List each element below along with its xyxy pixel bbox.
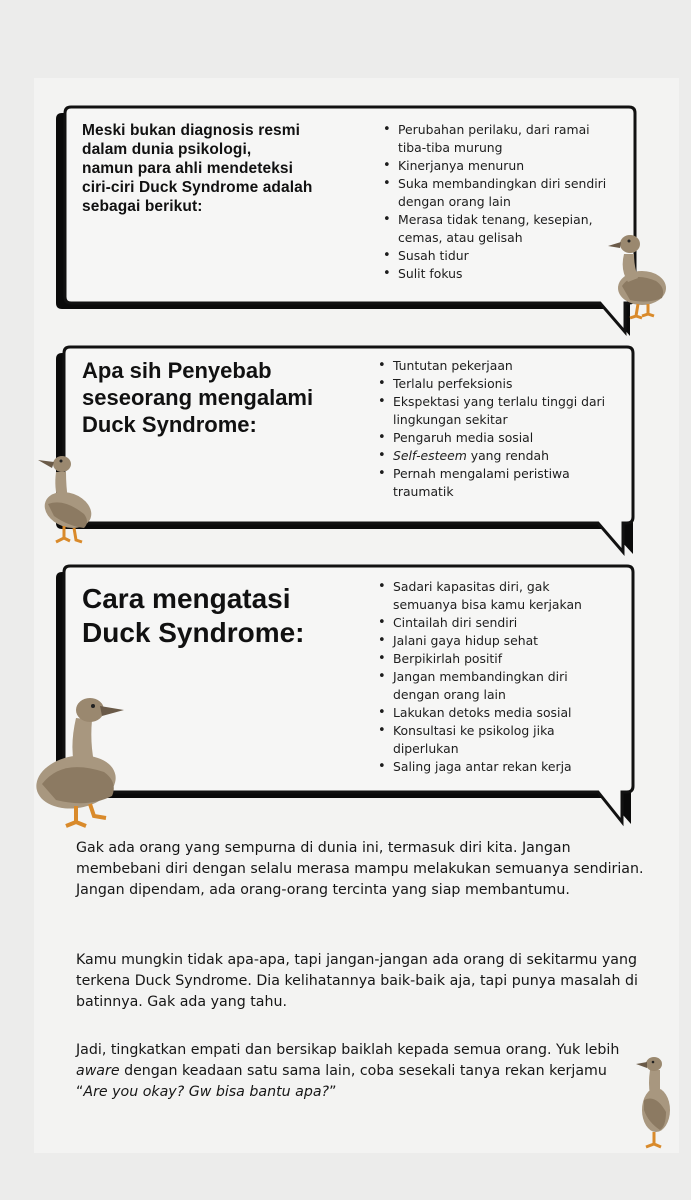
duck-illustration-icon: [32, 688, 128, 836]
heading-line: Apa sih Penyebab: [82, 358, 272, 383]
heading-line: ciri-ciri Duck Syndrome adalah: [82, 179, 313, 196]
list-item: • Kinerjanya menurun: [398, 157, 622, 175]
heading-line: Meski bukan diagnosis resmi: [82, 122, 301, 139]
list-item: • Tuntutan pekerjaan: [393, 357, 622, 375]
list-item: • Ekspektasi yang terlalu tinggi dari lingkungan sekitar: [393, 393, 608, 429]
list-item: • Cintailah diri sendiri: [393, 614, 622, 632]
list-item: • Pernah mengalami peristiwa traumatik: [393, 465, 603, 501]
solutions-list: [375, 578, 622, 776]
list-item: • Self-esteem yang rendah: [393, 447, 622, 465]
closing-paragraph-3: Jadi, tingkatkan empati dan bersikap baiklah kepada semua orang. Yuk lebih aware dengan keadaan satu sama lain, coba sesekali tanya rekan kerjamu “Are you okay? Gw bisa bantu apa?”: [76, 1042, 620, 1100]
closing-paragraph-2: Kamu mungkin tidak apa-apa, tapi jangan-jangan ada orang di sekitarmu yang terkena Duck Syndrome. Dia kelihatannya baik-baik aja, tapi punya masalah di batinnya. Gak ada yang tahu.: [76, 952, 638, 1010]
list-item: • Pengaruh media sosial: [393, 429, 622, 447]
list-item: • Konsultasi ke psikolog jika diperlukan: [393, 722, 583, 758]
list-item: • Jangan membandingkan diri dengan orang lain: [393, 668, 603, 704]
list-item: • Saling jaga antar rekan kerja: [393, 758, 622, 776]
list-item: • Jalani gaya hidup sehat: [393, 632, 622, 650]
heading-line: dalam dunia psikologi,: [82, 141, 252, 158]
duck-illustration-icon: [34, 448, 100, 546]
list-item: • Sadari kapasitas diri, gak semuanya bisa kamu kerjakan: [393, 578, 608, 614]
list-item: • Suka membandingkan diri sendiri dengan orang lain: [398, 175, 613, 211]
solutions-heading: [82, 582, 367, 650]
closing-paragraph-1: Gak ada orang yang sempurna di dunia ini, termasuk diri kita. Jangan membebani diri dengan selalu merasa mampu melakukan semuanya sendirian. Jangan dipendam, ada orang-orang tercinta yang siap membantumu.: [76, 840, 644, 898]
duck-illustration-icon: [604, 226, 674, 324]
list-item: • Merasa tidak tenang, kesepian, cemas, atau gelisah: [398, 211, 608, 247]
heading-line: namun para ahli mendeteksi: [82, 160, 294, 177]
heading-line: Duck Syndrome:: [82, 412, 257, 437]
heading-line: seseorang mengalami: [82, 385, 314, 410]
list-item: • Lakukan detoks media sosial: [393, 704, 622, 722]
list-item: • Susah tidur: [398, 247, 622, 265]
heading-line: Cara mengatasi: [82, 583, 291, 614]
list-item: • Sulit fokus: [398, 265, 622, 283]
heading-line: Duck Syndrome:: [82, 617, 305, 648]
list-item: • Perubahan perilaku, dari ramai tiba-tiba murung: [398, 121, 613, 157]
list-item: • Terlalu perfeksionis: [393, 375, 622, 393]
list-item: • Berpikirlah positif: [393, 650, 622, 668]
duck-illustration-icon: [634, 1052, 674, 1150]
heading-line: sebagai berikut:: [82, 198, 203, 215]
